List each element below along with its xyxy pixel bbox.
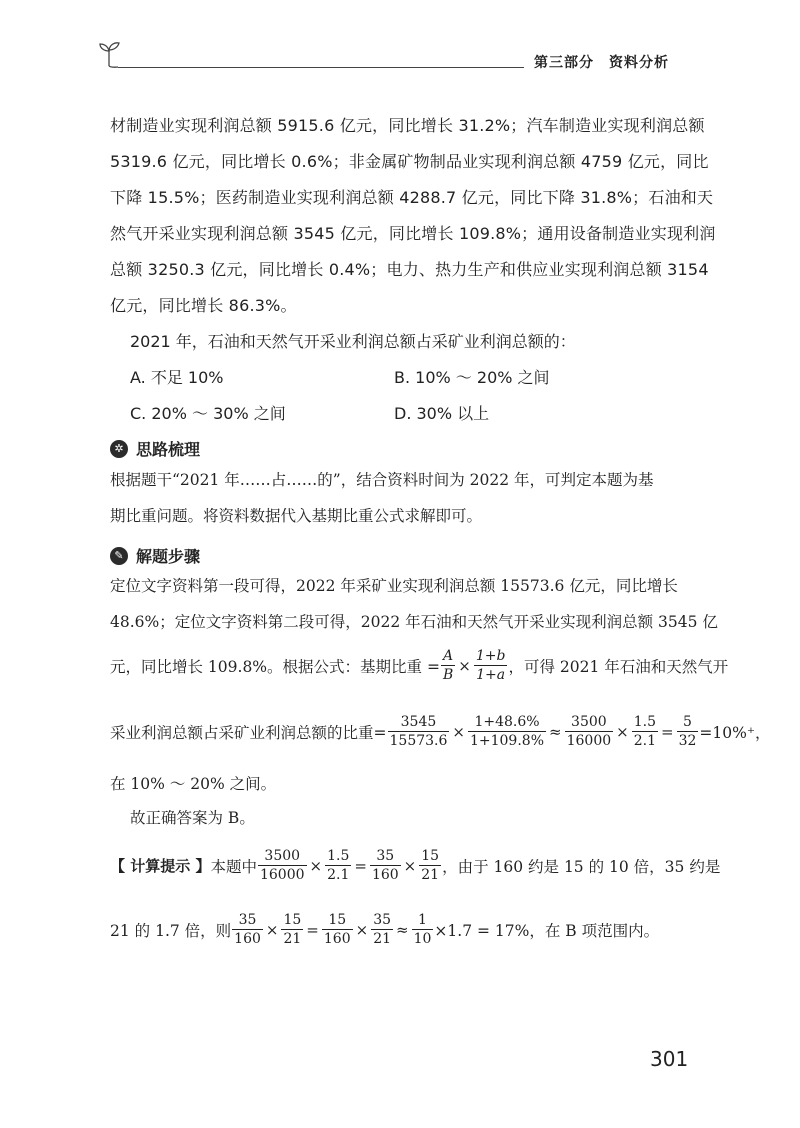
option-a: A. 不足 10% xyxy=(130,368,224,387)
paragraph-line: 材制造业实现利润总额 5915.6 亿元，同比增长 31.2%；汽车制造业实现利润总额 xyxy=(110,116,705,135)
question-stem: 2021 年，石油和天然气开采业利润总额占采矿业利润总额的： xyxy=(130,332,576,351)
header-rule xyxy=(118,67,524,68)
fraction: $\frac{A}{B}$ xyxy=(442,648,454,683)
solution-line: 定位文字资料第一段可得，2022 年采矿业实现利润总额 15573.6 亿元，同比增长 xyxy=(110,577,678,595)
tip-line: 【 计算提示 】 本题中 $\frac{3500}{16000}$ × $\frac{1.5}{2.1}$ = $\frac{35}{160}$ × $\frac{15}{21}$ ，由于 160 约是 15 的 10 倍，35 约是 xyxy=(110,848,721,883)
paragraph-line: 5319.6 亿元，同比增长 0.6%；非金属矿物制品业实现利润总额 4759 亿元，同比 xyxy=(110,152,709,171)
analysis-line: 根据题干“2021 年……占……的”，结合资料时间为 2022 年，可判定本题为基 xyxy=(110,471,654,489)
solution-heading xyxy=(110,544,200,567)
option-b: B. 10% ～ 20% 之间 xyxy=(394,368,550,387)
fraction: $\frac{1+b}{1+a}$ xyxy=(475,648,506,683)
tip-line2-prefix: 21 的 1.7 倍，则 xyxy=(110,921,232,940)
calculation-line: 采业利润总额占采矿业利润总额的比重= $\frac{3545}{15573.6}$ × $\frac{1+48.6\%}{1+109.8\%}$ ≈ $\frac{3500}{16000}$ × $\frac{1.5}{2.1}$ = $\frac{5}{32}$ =10%⁺， xyxy=(110,714,771,749)
paragraph-line: 然气开采业实现利润总额 3545 亿元，同比增长 109.8%；通用设备制造业实现利润 xyxy=(110,224,716,243)
analysis-heading xyxy=(110,437,200,460)
calc-prefix: 采业利润总额占采矿业利润总额的比重= xyxy=(110,723,387,742)
section-title: 第三部分 资料分析 xyxy=(534,55,669,71)
fraction: $\frac{15}{21}$ xyxy=(283,912,302,947)
fraction: $\frac{35}{21}$ xyxy=(373,912,392,947)
conclusion: 在 10% ～ 20% 之间。 xyxy=(110,775,277,793)
fraction: $\frac{1}{10}$ xyxy=(413,912,432,947)
paragraph-line: 总额 3250.3 亿元，同比增长 0.4%；电力、热力生产和供应业实现利润总额 3154 xyxy=(110,260,709,279)
tip-prefix: 本题中 xyxy=(210,857,257,876)
fraction: $\frac{3545}{15573.6}$ xyxy=(389,714,448,749)
solution-line: 48.6%；定位文字资料第二段可得，2022 年石油和天然气开采业实现利润总额 3545 亿 xyxy=(110,613,718,631)
gear-icon: ✲ xyxy=(110,440,128,458)
analysis-line: 期比重问题。将资料数据代入基期比重公式求解即可。 xyxy=(110,507,483,525)
formula-prefix: 元，同比增长 109.8%。根据公式：基期比重 = xyxy=(110,657,440,676)
answer: 故正确答案为 B。 xyxy=(130,809,255,827)
fraction: $\frac{3500}{16000}$ xyxy=(566,714,612,749)
fraction: $\frac{3500}{16000}$ xyxy=(259,848,305,883)
fraction: $\frac{1.5}{2.1}$ xyxy=(633,714,656,749)
analysis-heading-label: 思路梳理 xyxy=(136,440,201,459)
tip-suffix: ，由于 160 约是 15 的 10 倍，35 约是 xyxy=(442,857,721,876)
paragraph-line: 下降 15.5%；医药制造业实现利润总额 4288.7 亿元，同比下降 31.8%；石油和天 xyxy=(110,188,714,207)
fraction: $\frac{35}{160}$ xyxy=(234,912,261,947)
fraction: $\frac{15}{21}$ xyxy=(421,848,440,883)
option-c: C. 20% ～ 30% 之间 xyxy=(130,404,286,423)
fraction: $\frac{15}{160}$ xyxy=(323,912,351,947)
tip-line2-suffix: ×1.7 = 17%，在 B 项范围内。 xyxy=(434,921,660,940)
page-number: 301 xyxy=(650,1047,689,1071)
fraction: $\frac{1+48.6\%}{1+109.8\%}$ xyxy=(469,714,545,749)
formula-suffix: ，可得 2021 年石油和天然气开 xyxy=(508,657,729,676)
paragraph-line: 亿元，同比增长 86.3%。 xyxy=(110,296,297,315)
fraction: $\frac{5}{32}$ xyxy=(678,714,697,749)
pen-icon: ✎ xyxy=(110,547,128,565)
solution-heading-label: 解题步骤 xyxy=(136,547,201,566)
formula-line: 元，同比增长 109.8%。根据公式：基期比重 = $\frac{A}{B}$ × $\frac{1+b}{1+a}$ ，可得 2021 年石油和天然气开 xyxy=(110,648,729,683)
calc-result: =10%⁺， xyxy=(699,723,771,742)
fraction: $\frac{1.5}{2.1}$ xyxy=(327,848,350,883)
tip-line-2: 21 的 1.7 倍，则 $\frac{35}{160}$ × $\frac{15}{21}$ = $\frac{15}{160}$ × $\frac{35}{21}$ ≈ $\frac{1}{10}$ ×1.7 = 17%，在 B 项范围内。 xyxy=(110,912,660,947)
fraction: $\frac{35}{160}$ xyxy=(371,848,399,883)
tip-label: 【 计算提示 】 xyxy=(110,857,211,875)
option-d: D. 30% 以上 xyxy=(394,404,490,423)
